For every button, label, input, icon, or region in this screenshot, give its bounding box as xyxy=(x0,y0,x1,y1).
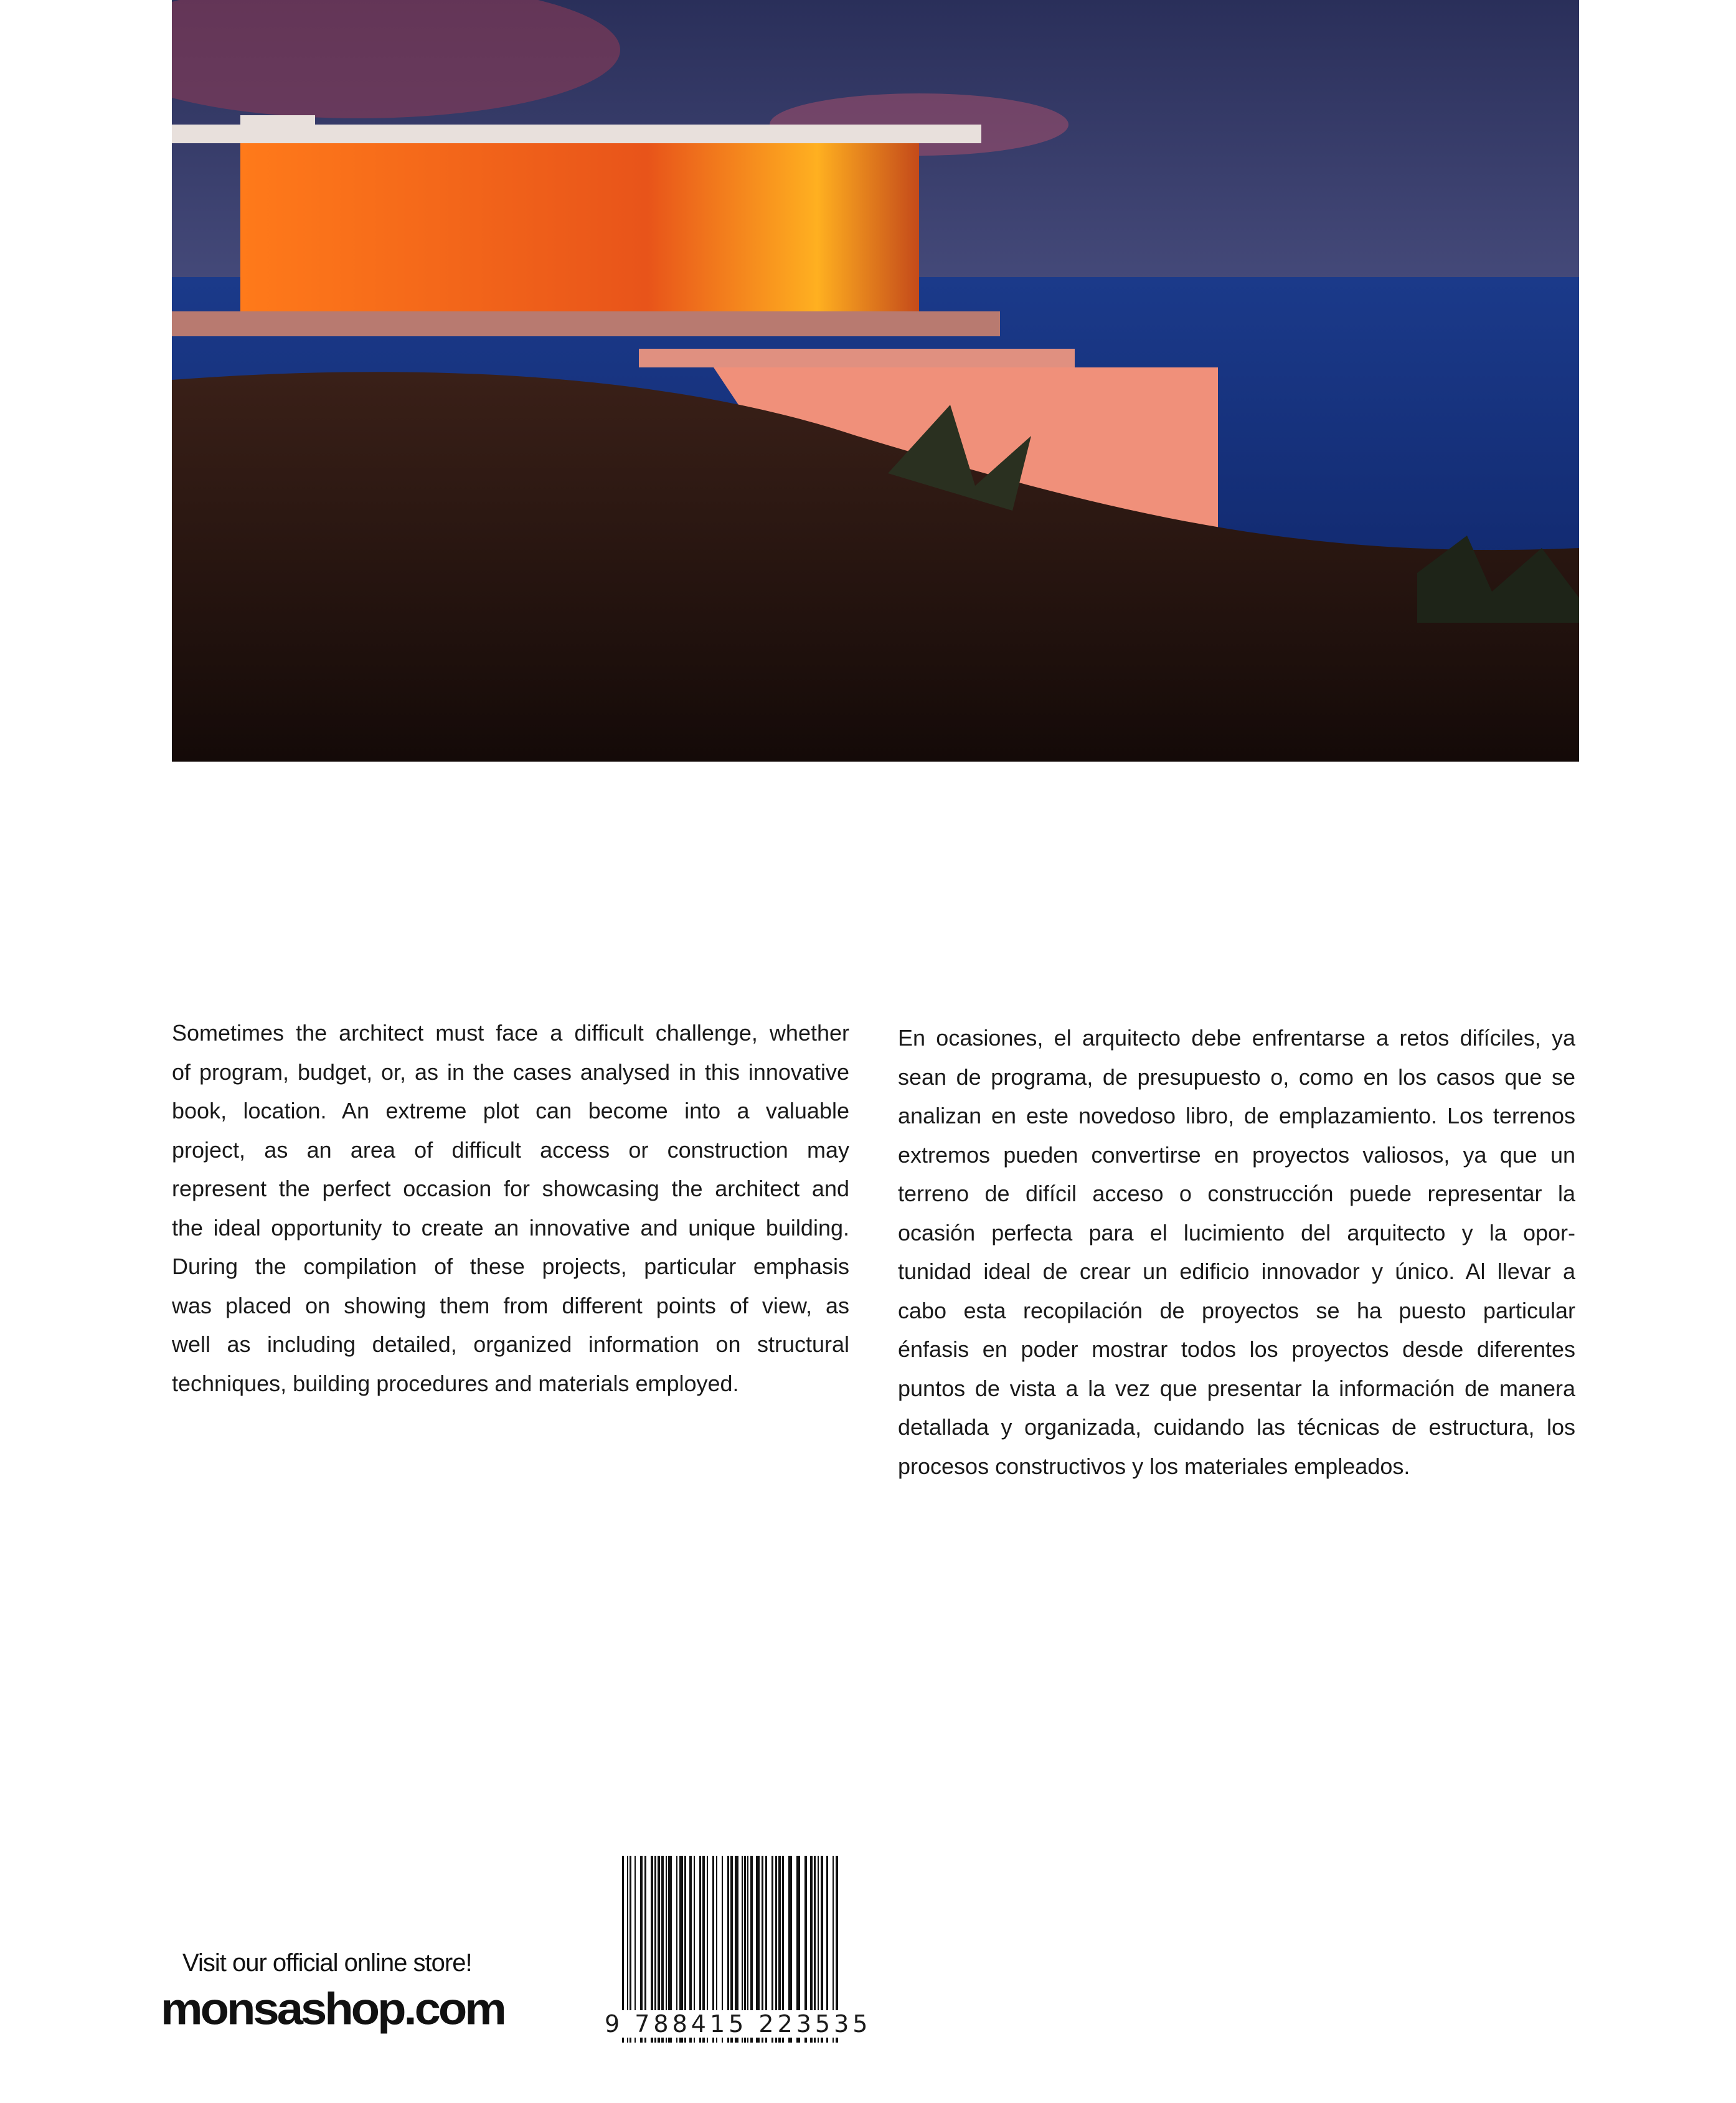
spanish-description xyxy=(898,1019,1575,1486)
text-line: well as including detailed, organized information on structural xyxy=(172,1331,849,1357)
text-line: Sometimes the architect must face a difficult challenge, whether xyxy=(172,1020,849,1046)
store-site-link[interactable]: monsashop.com xyxy=(161,1984,504,2034)
text-line: During the compilation of these projects, particular emphasis xyxy=(172,1254,849,1279)
text-line: extremos pueden convertirse en proyectos valiosos, ya que un xyxy=(898,1141,1575,1168)
text-line: terreno de difícil acceso o construcción puede representar la xyxy=(898,1181,1575,1206)
text-line: énfasis en poder mostrar todos los proyectos desde diferentes xyxy=(898,1336,1575,1362)
text-line: cabo esta recopilación de proyectos se ha puesto particular xyxy=(898,1297,1575,1323)
text-line: book, location. An extreme plot can become into a valuable xyxy=(172,1098,849,1123)
text-line: techniques, building procedures and materials employed. xyxy=(172,1370,739,1396)
text-line: project, as an area of difficult access or construction may xyxy=(172,1137,849,1163)
text-line: puntos de vista a la vez que presentar la información de manera xyxy=(898,1375,1575,1401)
text-line: of program, budget, or, as in the cases analysed in this innovative xyxy=(172,1059,849,1085)
text-line: was placed on showing them from different points of view, as xyxy=(172,1292,849,1318)
text-line: detallada y organizada, cuidando las técnicas de estructura, los xyxy=(898,1414,1575,1440)
text-line: En ocasiones, el arquitecto debe enfrentarse a retos difíciles, ya xyxy=(898,1025,1575,1051)
text-line: ocasión perfecta para el lucimiento del arquitecto y la opor- xyxy=(898,1219,1575,1245)
text-line: tunidad ideal de crear un edificio innovador y único. Al llevar a xyxy=(898,1259,1575,1284)
text-line: represent the perfect occasion for showcasing the architect and xyxy=(172,1176,849,1201)
text-line: sean de programa, de presupuesto o, como en los casos que se xyxy=(898,1064,1575,1090)
text-line: procesos constructivos y los materiales empleados. xyxy=(898,1453,1410,1479)
isbn-number: 9 788415 223535 xyxy=(602,2010,874,2038)
store-tagline: Visit our official online store! xyxy=(182,1949,472,1977)
english-description xyxy=(172,1014,849,1403)
cover-photo-cliff-house xyxy=(172,0,1579,762)
text-line: analizan en este novedoso libro, de emplazamiento. Los terrenos xyxy=(898,1103,1575,1128)
text-line: the ideal opportunity to create an innovative and unique building. xyxy=(172,1214,849,1241)
